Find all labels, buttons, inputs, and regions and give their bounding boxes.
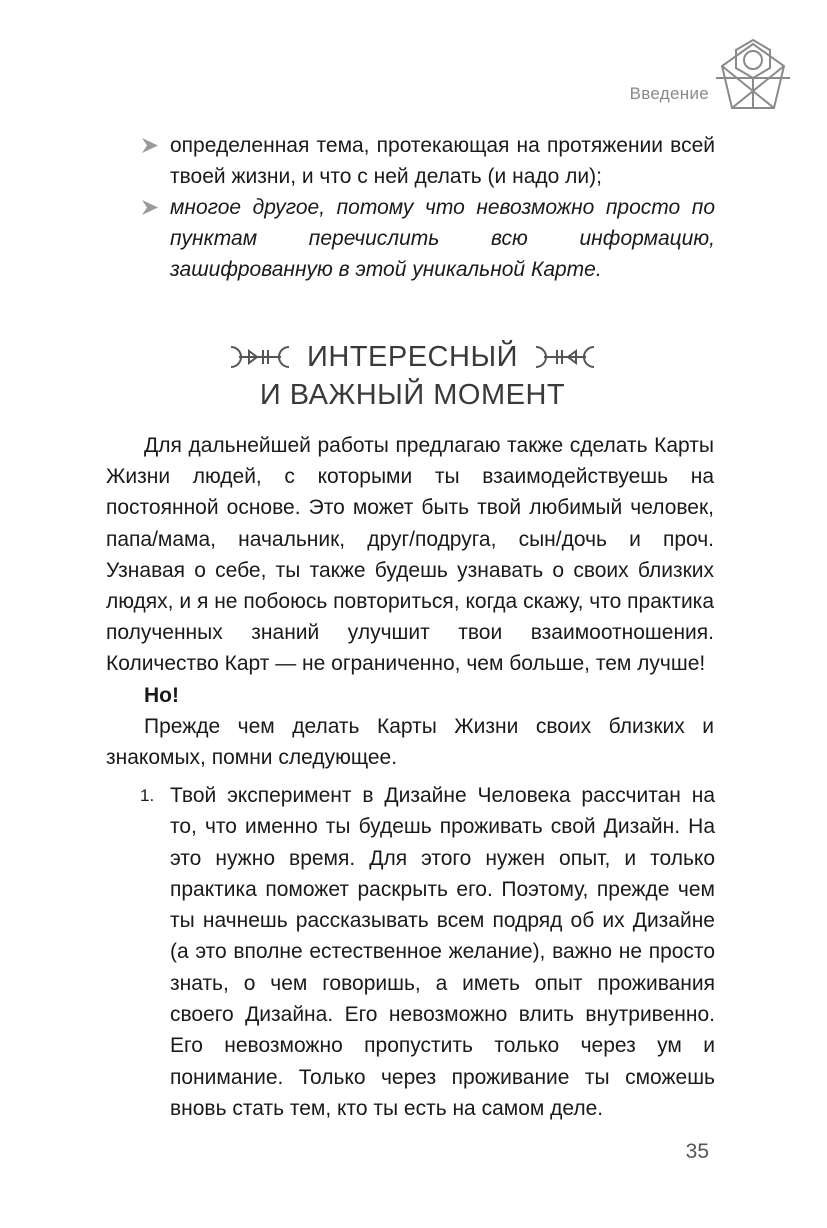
bodygraph-emblem-icon <box>716 38 790 116</box>
moon-ornament-icon <box>227 344 293 370</box>
bullet-list <box>140 130 715 285</box>
arrow-bullet-icon <box>140 199 160 216</box>
paragraph: Для дальнейшей работы предлагаю также сделать Карты Жизни людей, с которыми ты взаимодействуешь на постоянной основе. Это может быть твой любимый человек, папа/мама, начальник, друг/подруга, сын/дочь и проч. Узнавая о себе, ты также будешь узнавать о своих близких людях, и я не побоюсь повториться, когда скажу, что практика полученных знаний улучшит твои взаимоотношения. Количество Карт — не ограниченно, чем больше, тем лучше! <box>106 434 714 676</box>
numbered-list <box>140 780 715 1124</box>
bullet-item <box>140 130 715 192</box>
bullet-item <box>140 192 715 285</box>
paragraph: Прежде чем делать Карты Жизни своих близких и знакомых, помни следующее. <box>106 714 714 770</box>
section-heading <box>180 338 645 414</box>
page-number: 35 <box>685 1140 709 1163</box>
running-title: Введение <box>629 84 709 103</box>
emphasis-text: Но! <box>144 683 179 707</box>
numbered-item <box>140 780 715 1124</box>
body-text <box>106 430 714 773</box>
section-title-line1: ИНТЕРЕСНЫЙ <box>307 341 518 373</box>
list-number: 1. <box>140 786 155 805</box>
numbered-item-text: Твой эксперимент в Дизайне Человека рассчитан на то, что именно ты будешь проживать свой Дизайн. На это нужно время. Для этого нужен опыт, и только практика поможет раскрыть его. Поэтому, прежде чем ты начнешь рассказывать всем подряд об их Дизайне (а это вполне естественное желание), важно не просто знать, о чем говоришь, а иметь опыт проживания своего Дизайна. Его невозможно влить внутривенно. Его невозможно пропустить только через ум и понимание. Только через проживание ты сможешь вновь стать тем, кто ты есть на самом деле. <box>170 784 715 1120</box>
bullet-text: многое другое, потому что невозможно просто по пунктам перечислить всю информацию, зашифрованную в этой уникальной Карте. <box>170 196 715 281</box>
moon-ornament-icon <box>532 344 598 370</box>
bullet-text: определенная тема, протекающая на протяжении всей твоей жизни, и что с ней делать (и надо ли); <box>170 134 715 188</box>
arrow-bullet-icon <box>140 137 160 154</box>
section-title-line2: И ВАЖНЫЙ МОМЕНТ <box>259 379 566 411</box>
